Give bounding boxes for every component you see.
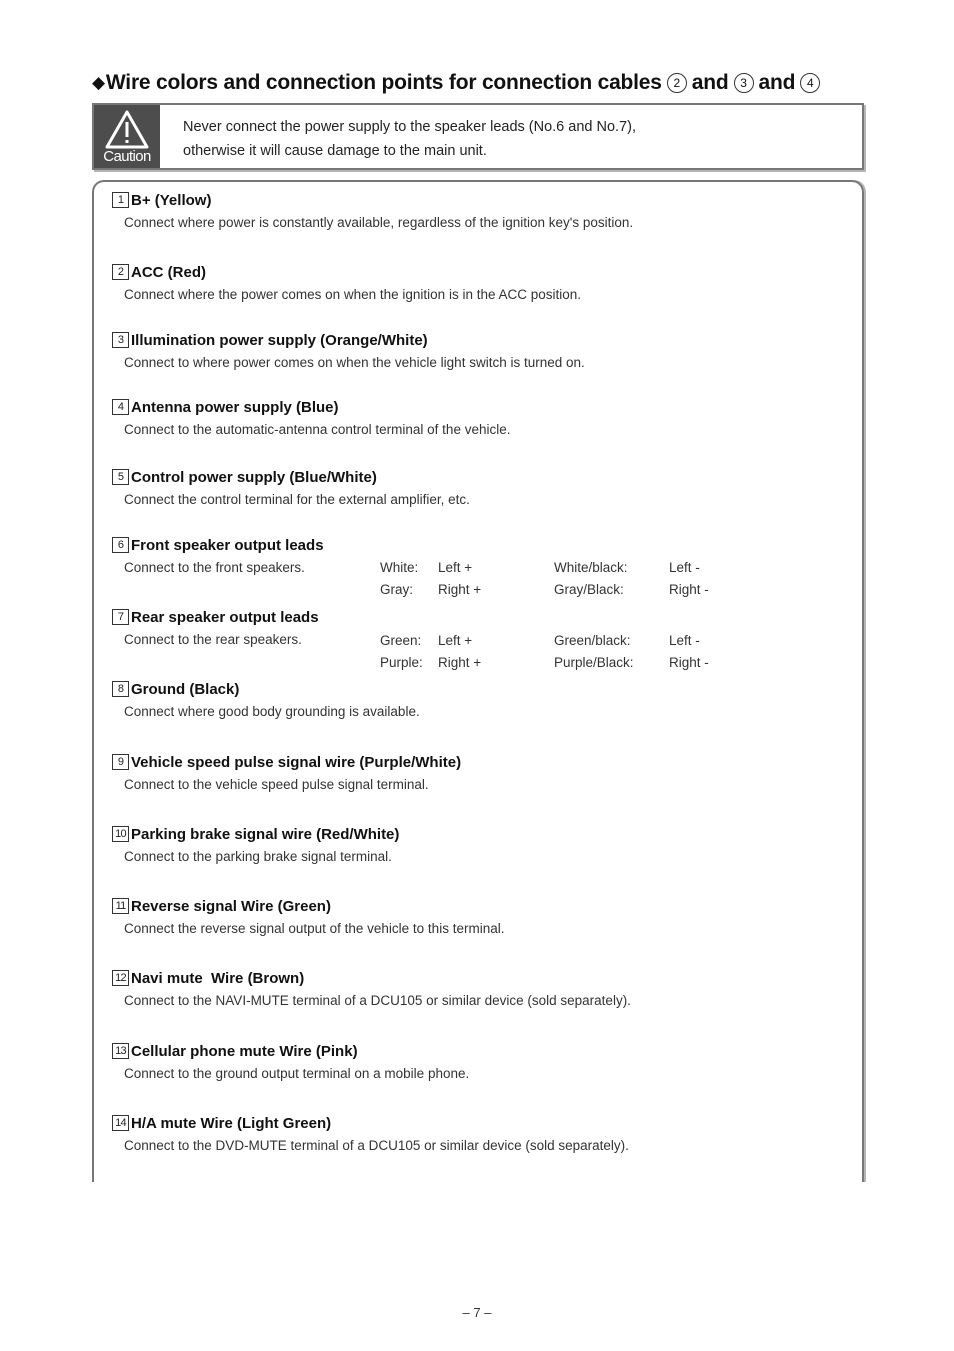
wire-color-label: Purple: <box>380 655 423 670</box>
caution-badge <box>94 105 160 168</box>
wire-color-label: Gray: <box>380 582 414 597</box>
item-description: Connect to the ground output terminal on a mobile phone. <box>124 1066 470 1081</box>
item-description: Connect the control terminal for the external amplifier, etc. <box>124 492 470 507</box>
item-number: 14 <box>112 1115 129 1131</box>
caution-message <box>183 115 636 163</box>
caution-line-1: Never connect the power supply to the speaker leads (No.6 and No.7), <box>183 119 636 135</box>
item-description: Connect to the DVD-MUTE terminal of a DCU105 or similar device (sold separately). <box>124 1138 629 1153</box>
wire-polarity: Left + <box>438 633 473 648</box>
item-heading: Cellular phone mute Wire (Pink) <box>131 1042 358 1060</box>
title-and-1: and <box>691 71 729 94</box>
title-text: Wire colors and connection points for connection cables <box>105 71 662 94</box>
item-description: Connect to the parking brake signal terminal. <box>124 849 392 864</box>
item-number: 11 <box>112 898 129 914</box>
item-number: 13 <box>112 1043 129 1059</box>
item-heading: B+ (Yellow) <box>131 191 212 209</box>
item-description: Connect to the vehicle speed pulse signal terminal. <box>124 777 429 792</box>
item-number: 3 <box>112 332 129 348</box>
item-heading: Rear speaker output leads <box>131 608 319 626</box>
item-heading: ACC (Red) <box>131 263 206 281</box>
page-number: – 7 – <box>462 1305 492 1320</box>
wire-item-10 <box>112 825 832 864</box>
cable-2-circle: 2 <box>667 73 687 93</box>
item-number: 12 <box>112 970 129 986</box>
wire-item-2 <box>112 263 832 302</box>
title-and-2: and <box>758 71 796 94</box>
wire-color-label: Green: <box>380 633 422 648</box>
wire-item-4 <box>112 398 832 437</box>
warning-triangle-icon <box>104 109 150 151</box>
item-number: 6 <box>112 537 129 553</box>
caution-box <box>92 103 864 170</box>
item-number: 10 <box>112 826 129 842</box>
item-heading: Control power supply (Blue/White) <box>131 468 377 486</box>
caution-label: Caution <box>103 148 151 165</box>
item-number: 1 <box>112 192 129 208</box>
item-description: Connect to the front speakers. <box>124 560 305 575</box>
item-description: Connect where the power comes on when the ignition is in the ACC position. <box>124 287 582 302</box>
wire-item-12 <box>112 969 832 1008</box>
item-number: 2 <box>112 264 129 280</box>
wire-polarity: Left - <box>669 633 700 648</box>
cable-3-circle: 3 <box>734 73 754 93</box>
item-number: 8 <box>112 681 129 697</box>
page-title <box>92 66 882 100</box>
wire-color-label: White/black: <box>554 560 628 575</box>
cable-4-circle: 4 <box>800 73 820 93</box>
item-description: Connect to where power comes on when the vehicle light switch is turned on. <box>124 355 585 370</box>
item-heading: Front speaker output leads <box>131 536 324 554</box>
item-number: 5 <box>112 469 129 485</box>
diamond-bullet-icon: ◆ <box>92 73 105 92</box>
wire-item-1 <box>112 191 832 230</box>
caution-line-2: otherwise it will cause damage to the main unit. <box>183 143 487 159</box>
item-heading: Reverse signal Wire (Green) <box>131 897 331 915</box>
wire-item-9 <box>112 753 832 792</box>
wire-polarity: Right - <box>669 582 709 597</box>
wire-item-8 <box>112 680 832 719</box>
item-description: Connect where good body grounding is available. <box>124 704 420 719</box>
wire-polarity: Left + <box>438 560 473 575</box>
wire-item-7 <box>112 608 832 670</box>
wire-polarity: Right + <box>438 655 482 670</box>
item-heading: H/A mute Wire (Light Green) <box>131 1114 332 1132</box>
item-heading: Vehicle speed pulse signal wire (Purple/White) <box>131 753 462 771</box>
item-number: 9 <box>112 754 129 770</box>
item-number: 7 <box>112 609 129 625</box>
item-heading: Antenna power supply (Blue) <box>131 398 339 416</box>
wire-item-14 <box>112 1114 832 1153</box>
item-heading: Illumination power supply (Orange/White) <box>131 331 428 349</box>
wire-color-label: Green/black: <box>554 633 631 648</box>
wire-polarity: Right - <box>669 655 709 670</box>
item-description: Connect to the NAVI-MUTE terminal of a DCU105 or similar device (sold separately). <box>124 993 631 1008</box>
wire-item-5 <box>112 468 832 507</box>
wire-color-label: White: <box>380 560 419 575</box>
wire-polarity: Left - <box>669 560 700 575</box>
item-description: Connect the reverse signal output of the vehicle to this terminal. <box>124 921 505 936</box>
item-description: Connect where power is constantly available, regardless of the ignition key's position. <box>124 215 634 230</box>
item-description: Connect to the rear speakers. <box>124 632 302 647</box>
item-description: Connect to the automatic-antenna control terminal of the vehicle. <box>124 422 511 437</box>
wire-color-label: Purple/Black: <box>554 655 634 670</box>
wire-item-13 <box>112 1042 832 1081</box>
item-heading: Ground (Black) <box>131 680 240 698</box>
item-number: 4 <box>112 399 129 415</box>
wire-item-11 <box>112 897 832 936</box>
wire-item-6 <box>112 536 832 597</box>
item-heading: Navi mute Wire (Brown) <box>131 969 305 987</box>
wire-item-3 <box>112 331 832 370</box>
wire-polarity: Right + <box>438 582 482 597</box>
wire-color-label: Gray/Black: <box>554 582 624 597</box>
item-heading: Parking brake signal wire (Red/White) <box>131 825 400 843</box>
